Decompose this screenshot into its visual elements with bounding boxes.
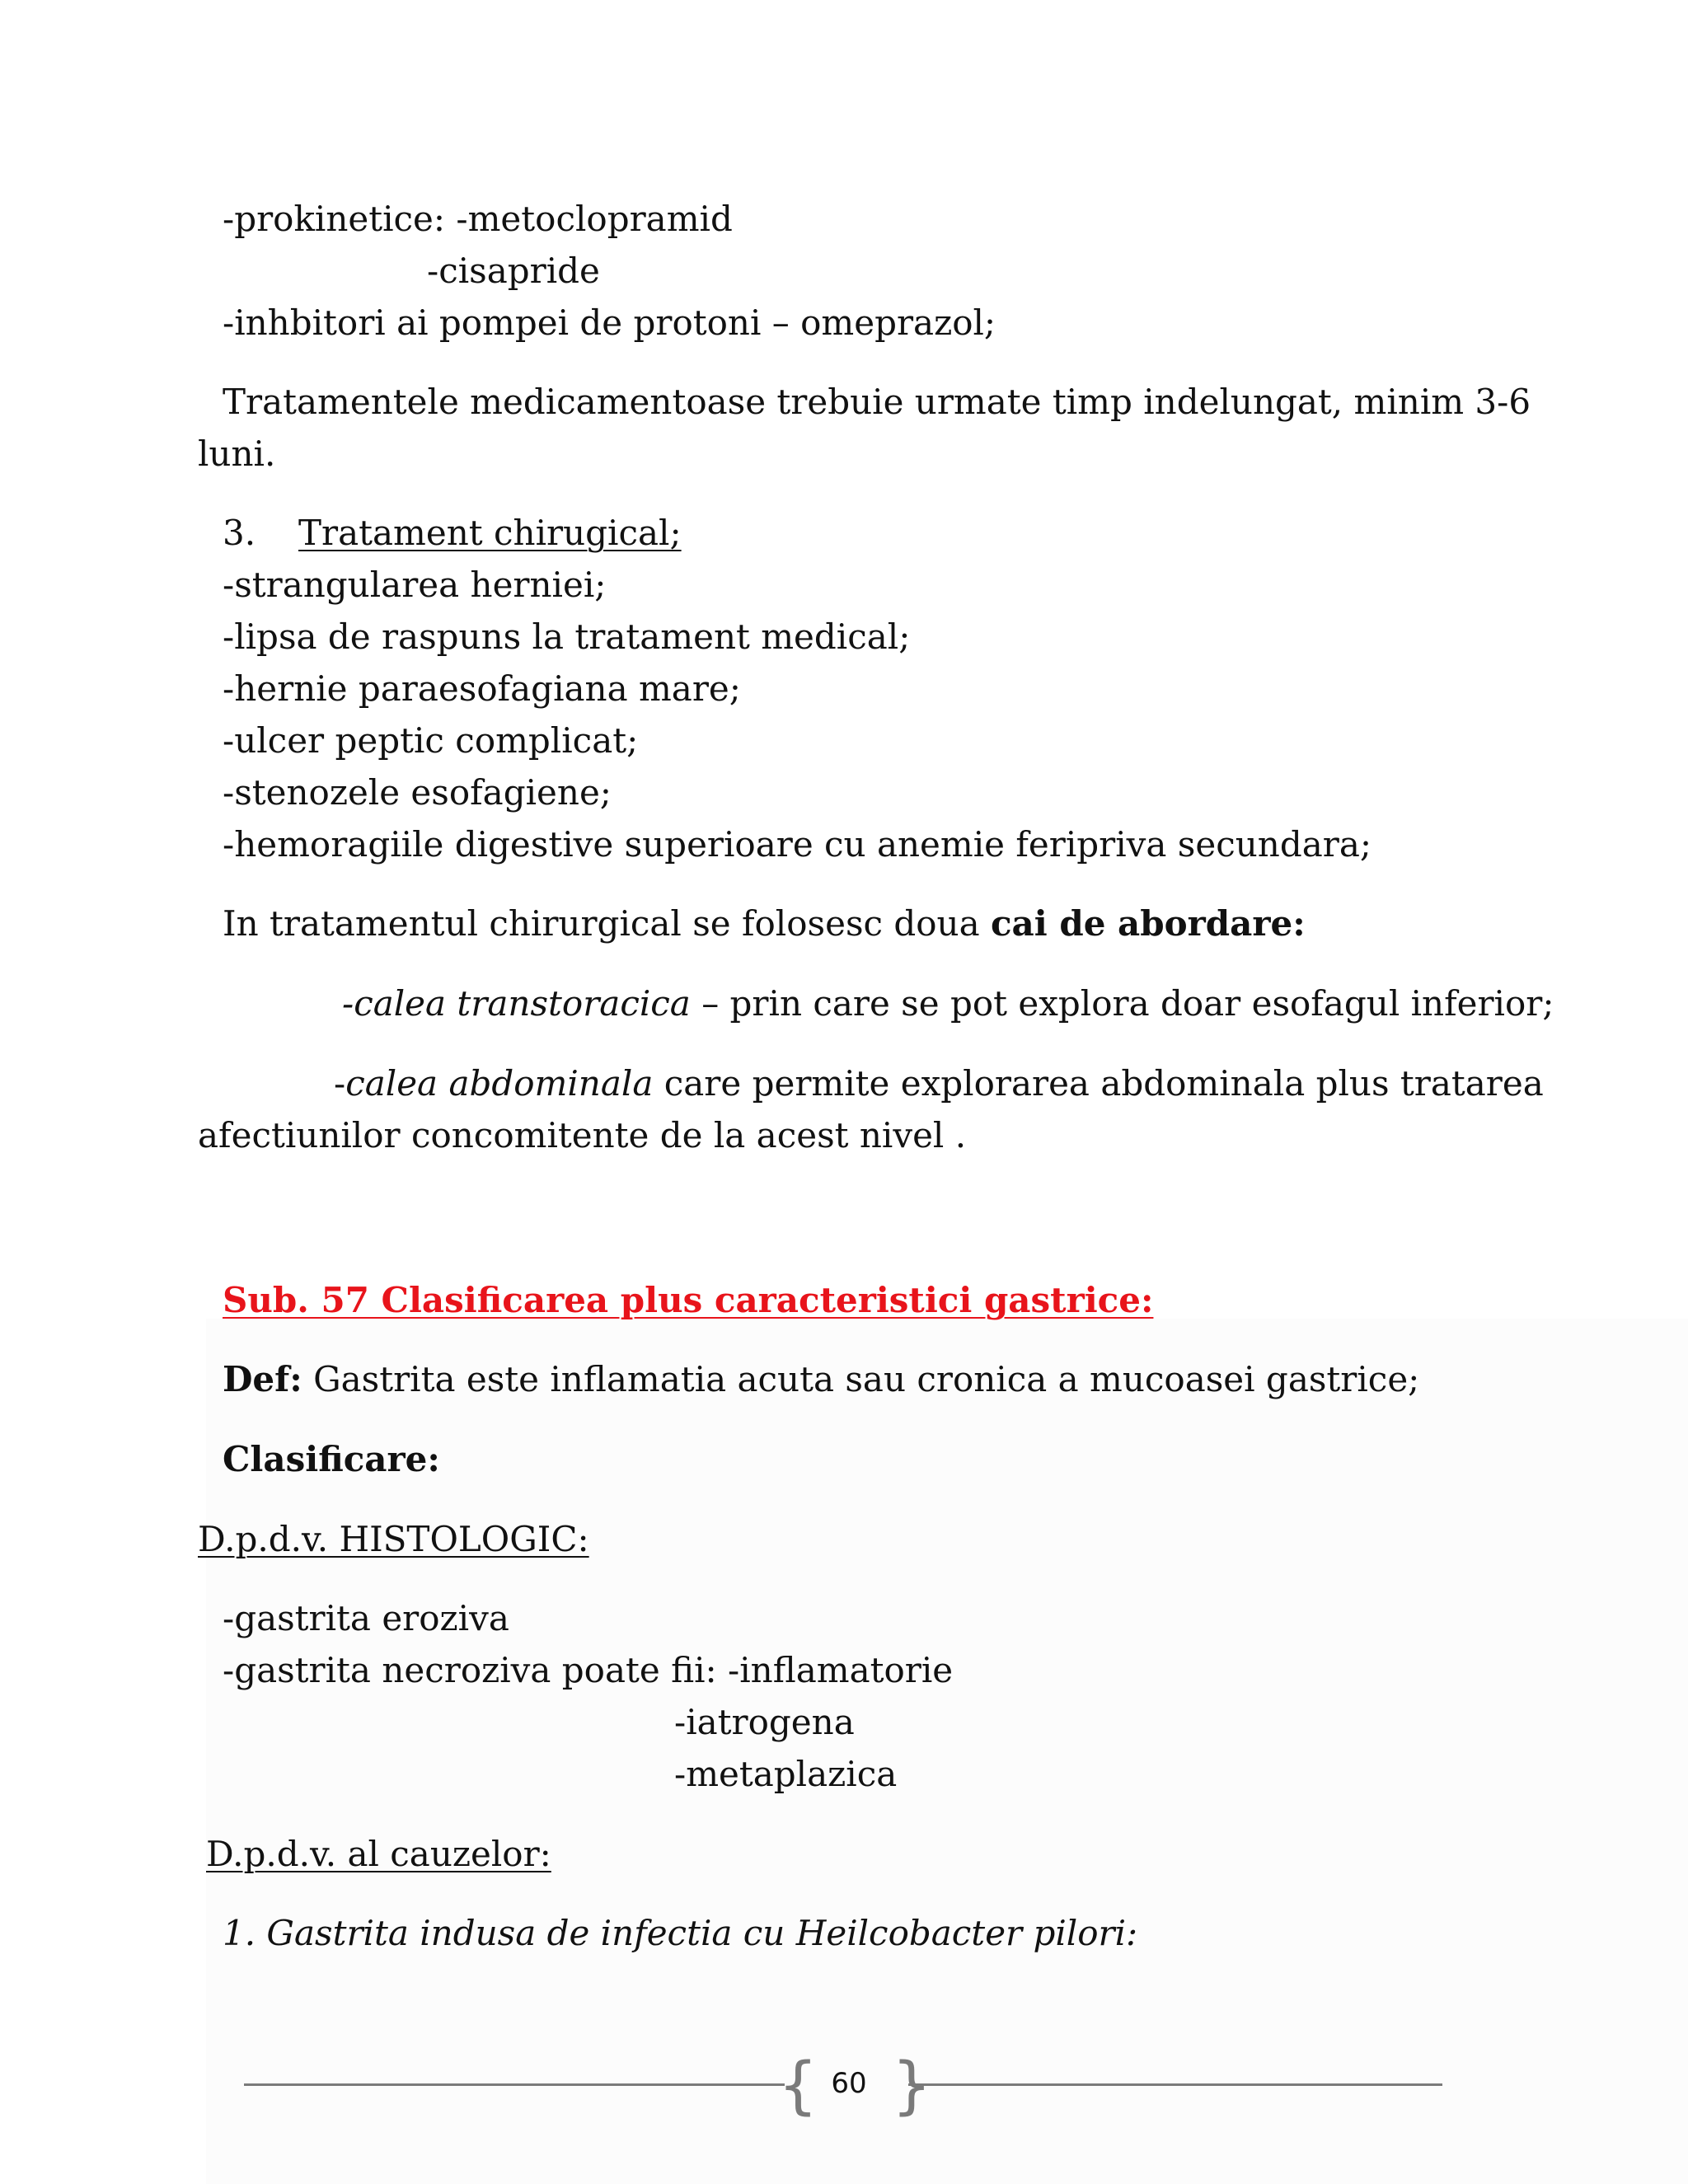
- line-tratamente: Tratamentele medicamentoase trebuie urmate timp indelungat, minim 3-6: [223, 382, 1531, 422]
- text-plain: – prin care se pot explora doar esofagul inferior;: [690, 983, 1554, 1024]
- line-iatrogena: -iatrogena: [674, 1702, 855, 1742]
- line-gastrita-necroziva: -gastrita necroziva poate fii: -inflamatorie: [223, 1650, 954, 1690]
- line-ulcer: -ulcer peptic complicat;: [223, 720, 639, 761]
- line-calea-abdominala: [334, 1062, 1544, 1105]
- text-dash: -: [334, 1063, 346, 1104]
- line-prokinetice: -prokinetice: -metoclopramid: [223, 199, 733, 239]
- line-metaplazica: -metaplazica: [674, 1754, 898, 1794]
- text-plain: In tratamentul chirurgical se folosesc doua: [223, 903, 991, 944]
- cauze-heading: D.p.d.v. al cauzelor:: [206, 1834, 551, 1874]
- text-italic: calea abdominala: [345, 1063, 654, 1104]
- page-number: 60: [831, 2067, 867, 2100]
- histologic-heading: D.p.d.v. HISTOLOGIC:: [198, 1519, 589, 1559]
- text-bold: cai de abordare:: [990, 903, 1306, 944]
- line-hemoragiile: -hemoragiile digestive superioare cu anemie feripriva secundara;: [223, 824, 1372, 865]
- footer-rule-right: [908, 2083, 1442, 2086]
- line-hernie-paraesofagiana: -hernie paraesofagiana mare;: [223, 668, 741, 709]
- line-definition: [223, 1358, 1419, 1401]
- text-italic: -calea transtoracica: [342, 983, 691, 1024]
- line-stenozele: -stenozele esofagiene;: [223, 772, 612, 813]
- text-plain: care permite explorarea abdominala plus tratarea: [653, 1063, 1544, 1104]
- subject-heading: Sub. 57 Clasificarea plus caracteristici gastrice:: [223, 1280, 1154, 1320]
- list-number-3: 3.: [223, 513, 256, 553]
- clasificare-label: Clasificare:: [223, 1439, 440, 1479]
- line-strangularea: -strangularea herniei;: [223, 565, 607, 605]
- footer-rule-left: [244, 2083, 785, 2086]
- footer-brace-left: {: [778, 2048, 818, 2121]
- line-luni: luni.: [198, 434, 276, 474]
- line-afectiunilor: afectiunilor concomitente de la acest nivel .: [198, 1115, 967, 1155]
- line-inhibitori: -inhbitori ai pompei de protoni – omeprazol;: [223, 302, 996, 343]
- line-gastrita-helicobacter: 1. Gastrita indusa de infectia cu Heilcobacter pilori:: [223, 1913, 1138, 1953]
- line-gastrita-eroziva: -gastrita eroziva: [223, 1598, 509, 1638]
- line-lipsa-raspuns: -lipsa de raspuns la tratament medical;: [223, 616, 911, 657]
- def-label: Def:: [223, 1359, 302, 1399]
- line-cisapride: -cisapride: [427, 251, 600, 291]
- line-calea-transtoracica: [342, 982, 1554, 1025]
- line-cai-abordare: [223, 902, 1306, 945]
- footer-brace-right: }: [892, 2048, 932, 2121]
- section-tratament-chirurgical: Tratament chirugical;: [298, 513, 682, 553]
- def-text: Gastrita este inflamatia acuta sau cronica a mucoasei gastrice;: [302, 1359, 1420, 1399]
